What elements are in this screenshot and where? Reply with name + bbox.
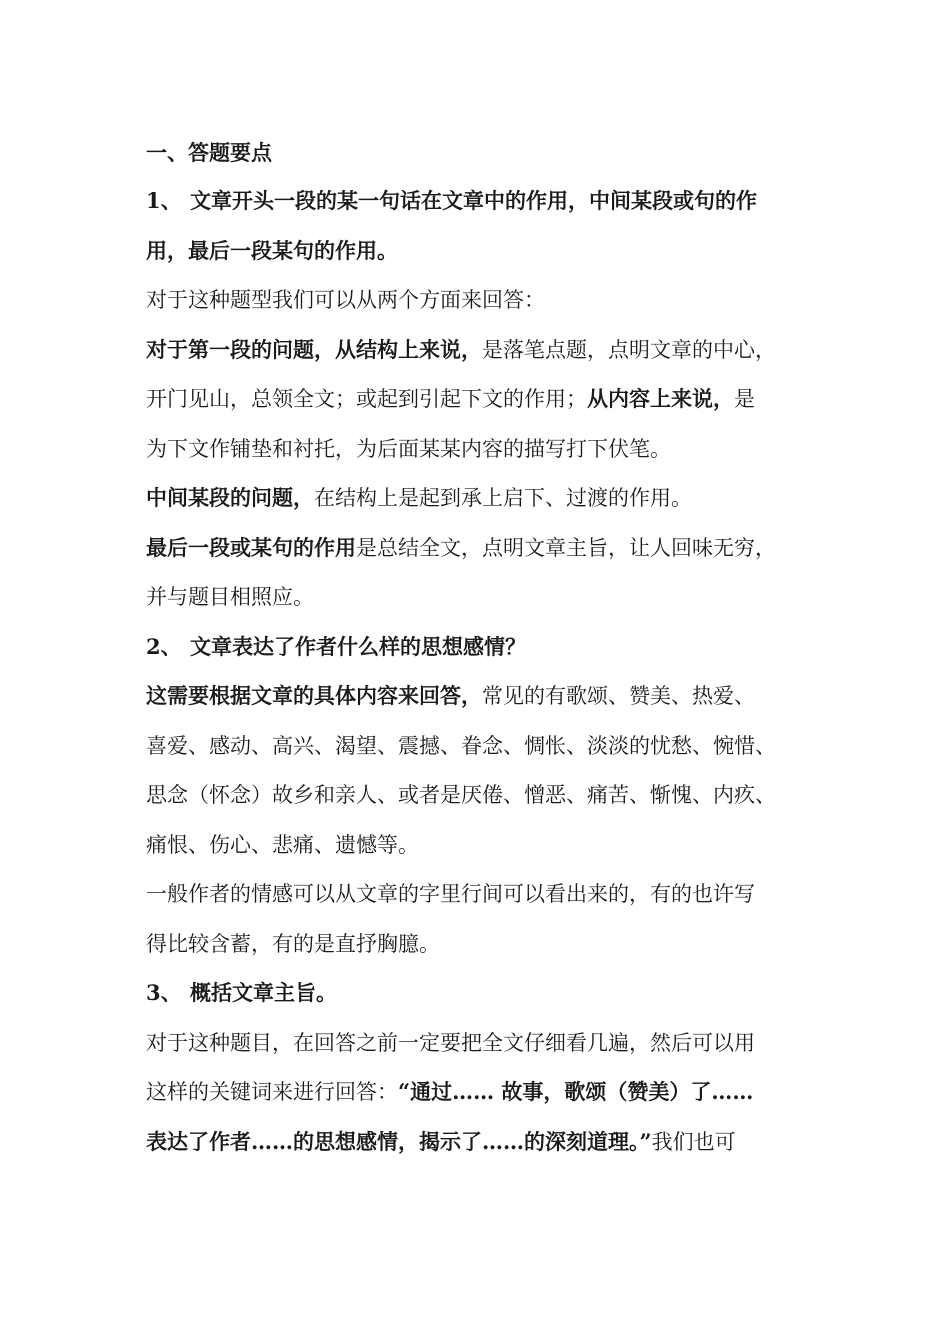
item3-title-line xyxy=(146,978,811,1008)
item3-p1-line3 xyxy=(146,1127,811,1157)
item1-p1-bold-b: 从内容上来说， xyxy=(587,386,734,411)
item1-p1-bold-a: 对于第一段的问题，从结构上来说， xyxy=(146,337,482,362)
item2-p1-bold: 这需要根据文章的具体内容来回答， xyxy=(146,683,482,708)
item1-title-line1 xyxy=(146,186,811,216)
item3-p1-a: 对于这种题目，在回答之前一定要把全文仔细看几遍，然后可以用 xyxy=(146,1031,755,1055)
item1-title-b: 用，最后一段某句的作用。 xyxy=(146,238,398,263)
item2-p1-c: 思念（怀念）故乡和亲人、或者是厌倦、憎恶、痛苦、惭愧、内疚、 xyxy=(146,783,776,807)
item2-title: 文章表达了作者什么样的思想感情？ xyxy=(190,634,526,659)
item2-p1-b: 喜爱、感动、高兴、渴望、震撼、眷念、惆怅、淡淡的忧愁、惋惜、 xyxy=(146,734,776,758)
item3-number: 3、 xyxy=(146,980,182,1005)
item1-p1-b: 开门见山，总领全文；或起到引起下文的作用； xyxy=(146,387,587,411)
item1-title-a: 文章开头一段的某一句话在文章中的作用，中间某段或句的作 xyxy=(190,188,757,213)
item1-p3-b: 并与题目相照应。 xyxy=(146,585,314,609)
item1-p2-line xyxy=(146,483,811,513)
item1-p1-line1 xyxy=(146,335,811,365)
item2-title-line xyxy=(146,632,811,662)
item1-p2: 在结构上是起到承上启下、过渡的作用。 xyxy=(314,486,692,510)
item1-number: 1、 xyxy=(146,188,182,213)
item1-p2-bold: 中间某段的问题， xyxy=(146,485,314,510)
item1-p1-c: 是 xyxy=(734,387,755,411)
item2-number: 2、 xyxy=(146,634,182,659)
item1-p3-a: 是总结全文，点明文章主旨，让人回味无穷， xyxy=(356,536,776,560)
item2-p1-a: 常见的有歌颂、赞美、热爱、 xyxy=(482,684,755,708)
item3-p1-b: 这样的关键词来进行回答： xyxy=(146,1080,398,1104)
item2-p2-b: 得比较含蓄，有的是直抒胸臆。 xyxy=(146,932,440,956)
section-heading: 一、答题要点 xyxy=(146,140,272,165)
item1-p3-line1 xyxy=(146,533,811,563)
item3-p1-bold-b: 表达了作者……的思想感情，揭示了……的深刻道理。” xyxy=(146,1129,652,1154)
item1-p1-a: 是落笔点题，点明文章的中心， xyxy=(482,338,776,362)
item2-p1-d: 痛恨、伤心、悲痛、遗憾等。 xyxy=(146,833,419,857)
item2-p2-a: 一般作者的情感可以从文章的字里行间可以看出来的，有的也许写 xyxy=(146,882,755,906)
item3-p1-line2 xyxy=(146,1077,811,1107)
item1-p3-bold: 最后一段或某句的作用 xyxy=(146,535,356,560)
item3-title: 概括文章主旨。 xyxy=(190,980,337,1005)
item3-p1-c: 我们也可 xyxy=(651,1130,736,1154)
item1-p1-d: 为下文作铺垫和衬托，为后面某某内容的描写打下伏笔。 xyxy=(146,437,671,461)
item2-p1-line1 xyxy=(146,681,811,711)
item1-intro: 对于这种题型我们可以从两个方面来回答： xyxy=(146,288,545,312)
item3-p1-bold-a: “通过…… 故事，歌颂（赞美）了…… xyxy=(398,1079,754,1104)
item1-p1-line2 xyxy=(146,384,811,414)
